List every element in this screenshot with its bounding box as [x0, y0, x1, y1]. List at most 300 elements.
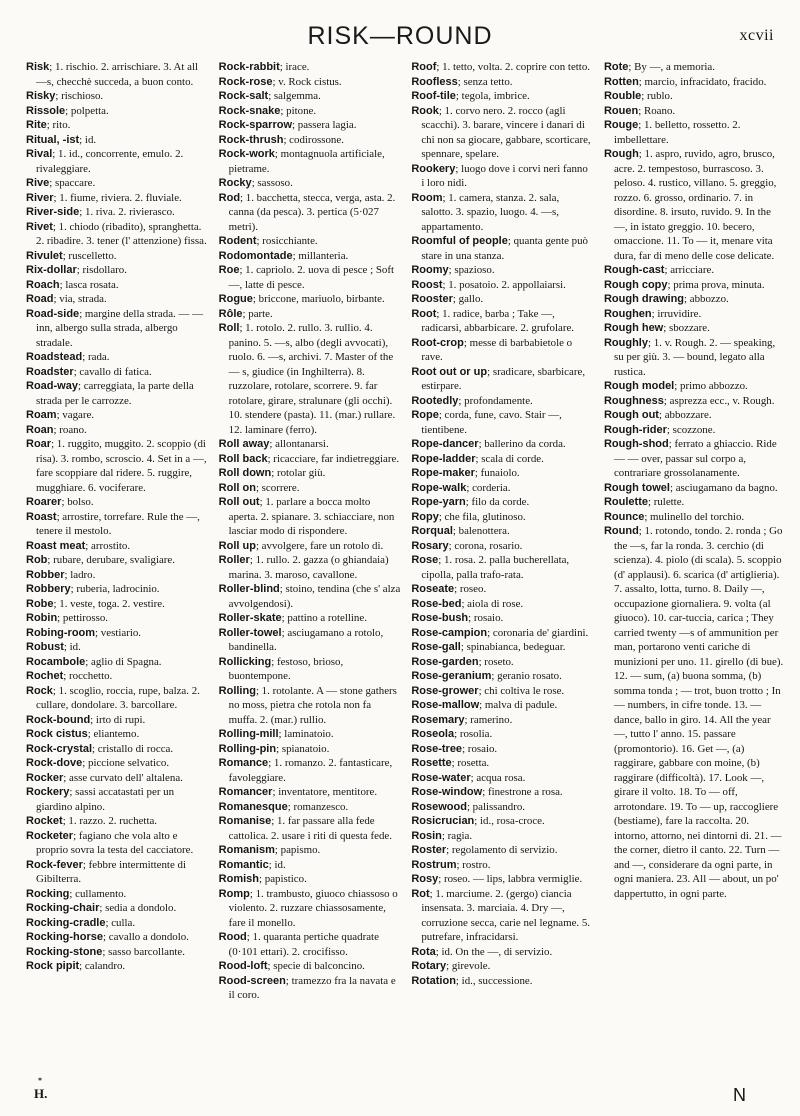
dictionary-entry — [26, 713, 208, 728]
entry-headword: Rosette — [411, 757, 452, 769]
entry-definition: ; ruberia, ladrocinio. — [70, 583, 160, 595]
entry-headword: Rolling-pin — [218, 742, 277, 755]
entry-headword: Rough drawing — [603, 293, 685, 305]
dictionary-entry — [604, 408, 786, 423]
dictionary-entry — [26, 611, 208, 626]
entry-headword: Robbery — [26, 583, 71, 595]
dictionary-entry — [26, 249, 208, 264]
dictionary-entry — [219, 321, 401, 437]
entry-headword: Rite — [26, 119, 47, 131]
dictionary-entry — [26, 307, 208, 351]
entry-definition: ; via, strada. — [53, 293, 107, 305]
dictionary-entry — [411, 959, 593, 974]
dictionary-entry — [219, 974, 401, 1003]
entry-definition: ; 1. camera, stanza. 2. sala, salotto. 3. spazio, luogo. 4. —s, appartamento. — [421, 191, 560, 233]
dictionary-entry — [26, 553, 208, 568]
dictionary-entry — [219, 104, 401, 119]
dictionary-entry — [219, 118, 401, 133]
entry-definition: ; tramezzo fra la navata e il coro. — [228, 974, 396, 1001]
dictionary-entry — [219, 930, 401, 959]
dictionary-entry — [219, 452, 401, 467]
dictionary-entry — [26, 510, 208, 539]
entry-definition: ; irruvidire. — [651, 307, 702, 320]
entry-headword: Roost — [411, 278, 443, 291]
entry-headword: River — [26, 191, 54, 204]
dictionary-entry — [219, 843, 401, 858]
entry-headword: Rough — [603, 148, 639, 160]
entry-definition: ; rito. — [46, 119, 71, 131]
entry-headword: Rood-screen — [218, 974, 286, 987]
dictionary-entry — [26, 930, 208, 945]
dictionary-entry — [411, 872, 593, 887]
dictionary-entry — [219, 75, 401, 90]
entry-definition: ; By —, a memoria. — [628, 61, 715, 73]
entry-definition: ; 1. belletto, rossetto. 2. imbellettare. — [613, 119, 741, 146]
entry-definition: ; piccione selvatico. — [82, 757, 170, 769]
entry-headword: Rooster — [411, 293, 453, 305]
dictionary-entry — [411, 162, 593, 191]
dictionary-entry — [411, 539, 593, 554]
dictionary-entry — [219, 858, 401, 873]
dictionary-entry — [26, 147, 208, 176]
entry-headword: Rosemary — [411, 713, 465, 726]
entry-headword: Rob — [26, 554, 48, 566]
entry-definition: ; asciugamano a rotolo, bandinella. — [228, 626, 384, 653]
dictionary-entry — [411, 510, 593, 525]
dictionary-entry — [26, 176, 208, 191]
entry-headword: Rough-cast — [603, 264, 665, 276]
entry-headword: Rostrum — [411, 858, 457, 871]
dictionary-entry — [411, 89, 593, 104]
entry-headword: Rosary — [411, 539, 449, 552]
entry-definition: ; finestrone a rosa. — [482, 786, 563, 798]
entry-headword: Rose-water — [411, 771, 471, 784]
entry-headword: Roadster — [26, 365, 74, 378]
entry-headword: Rose-garden — [411, 655, 479, 668]
entry-definition: ; sradicare, sbarbicare, estirpare. — [421, 365, 586, 392]
dictionary-entry — [26, 887, 208, 902]
entry-headword: Rock-snake — [218, 104, 281, 117]
entry-headword: Rock-work — [218, 148, 275, 160]
entry-headword: Rouen — [603, 104, 639, 117]
dictionary-entry — [411, 713, 593, 728]
entry-headword: Rope-yarn — [411, 496, 466, 508]
dictionary-entry — [26, 292, 208, 307]
entry-headword: Roller-skate — [218, 612, 282, 624]
entry-definition: ; laminatoio. — [278, 728, 334, 740]
entry-headword: Rouble — [603, 90, 642, 102]
entry-definition: ; 1. v. Rough. 2. — speaking, su per giù. 3. — bound, legato alla rustica. — [613, 336, 776, 378]
dictionary-entry — [26, 785, 208, 814]
entry-definition: ; sbozzare. — [663, 322, 710, 334]
entry-headword: Roll away — [218, 438, 270, 450]
entry-headword: Rocket — [26, 815, 63, 827]
entry-headword: Rocking-chair — [26, 902, 100, 914]
entry-definition: ; filo da corde. — [465, 496, 530, 508]
dictionary-entry — [604, 394, 786, 409]
entry-headword: Roseate — [411, 583, 455, 595]
entry-definition: ; balenottera. — [452, 525, 510, 537]
dictionary-entry — [219, 539, 401, 554]
entry-headword: Rotten — [603, 75, 639, 88]
entry-headword: Roster — [411, 844, 447, 856]
entry-headword: Rook — [411, 104, 439, 117]
dictionary-entry — [411, 785, 593, 800]
entry-definition: ; cristallo di rocca. — [92, 742, 174, 755]
entry-definition: ; spazioso. — [448, 264, 495, 276]
entry-definition: ; che fila, glutinoso. — [438, 510, 526, 523]
entry-definition: ; regolamento di servizio. — [446, 844, 558, 856]
entry-headword: Rogue — [218, 293, 253, 305]
dictionary-entry — [219, 176, 401, 191]
entry-definition: ; ruscelletto. — [62, 249, 117, 262]
entry-definition: ; scorrere. — [255, 481, 300, 494]
entry-headword: Rota — [411, 945, 436, 958]
entry-definition: ; cavallo di fatica. — [73, 365, 152, 378]
entry-definition: ; gallo. — [452, 293, 484, 305]
dictionary-entry — [411, 756, 593, 771]
dictionary-entry — [411, 800, 593, 815]
column-4 — [604, 60, 786, 1110]
entry-headword: Rood — [218, 931, 247, 943]
entry-definition: ; acqua rosa. — [470, 771, 526, 784]
dictionary-entry — [26, 655, 208, 670]
entry-headword: Rotary — [411, 960, 447, 972]
entry-definition: ; montagnuola artificiale, pietrame. — [228, 148, 385, 175]
entry-headword: Roughly — [603, 336, 648, 349]
dictionary-entry — [604, 118, 786, 147]
entry-definition: ; sassi accatastati per un giardino alpino. — [36, 786, 175, 813]
dictionary-entry — [411, 669, 593, 684]
entry-definition: ; culla. — [105, 916, 136, 929]
dictionary-entry — [26, 597, 208, 612]
dictionary-entry — [26, 945, 208, 960]
dictionary-entry — [411, 582, 593, 597]
entry-headword: Root out or up — [411, 365, 488, 378]
entry-headword: Rough out — [603, 409, 659, 421]
dictionary-entry — [411, 75, 593, 90]
entry-headword: Roan — [26, 423, 54, 436]
entry-definition: ; 1. trambusto, giuoco chiassoso o violento. 2. ruzzare chiassosamente, fare il monello. — [228, 887, 398, 929]
dictionary-entry — [604, 263, 786, 278]
entry-definition: ; marcio, infracidato, fracido. — [638, 75, 767, 88]
entry-definition: ; 1. scoglio, roccia, rupe, balza. 2. cullare, dondolare. 3. barcollare. — [36, 684, 200, 711]
entry-headword: Roam — [26, 409, 57, 421]
entry-headword: Rose-tree — [411, 742, 463, 755]
entry-definition: ; romanzesco. — [287, 800, 349, 813]
entry-headword: Rock-crystal — [26, 742, 93, 755]
dictionary-entry — [411, 495, 593, 510]
dictionary-entry — [411, 858, 593, 873]
entry-definition: ; bolso. — [61, 496, 94, 508]
entry-headword: Rolling — [218, 684, 256, 697]
entry-headword: Romp — [218, 887, 250, 900]
entry-definition: ; corderia. — [466, 481, 511, 494]
entry-definition: ; asciugamano da bagno. — [669, 481, 778, 494]
entry-definition: ; 1. romanzo. 2. fantasticare, favoleggiare. — [228, 757, 393, 784]
dictionary-entry — [26, 640, 208, 655]
entry-definition: ; abbozzare. — [658, 409, 712, 421]
entry-headword: Rock-salt — [218, 90, 269, 102]
entry-headword: Rose-bed — [411, 597, 462, 610]
dictionary-entry — [219, 887, 401, 931]
signature-letter: H. — [34, 1086, 48, 1101]
entry-definition: ; risdollaro. — [76, 264, 127, 276]
entry-definition: ; roseo. — lips, labbra vermiglie. — [438, 873, 583, 885]
entry-headword: Rose — [411, 554, 439, 566]
entry-definition: ; ladro. — [64, 568, 96, 581]
dictionary-entry — [604, 278, 786, 293]
dictionary-entry — [411, 365, 593, 394]
dictionary-entry — [26, 423, 208, 438]
entry-headword: Rough hew — [603, 322, 664, 334]
entry-definition: ; sedia a dondolo. — [99, 902, 177, 914]
entry-headword: Roe — [218, 264, 240, 276]
entry-definition: ; rostro. — [456, 858, 491, 871]
entry-headword: Ropy — [411, 510, 439, 523]
entry-definition: ; 1. rotondo, tondo. 2. ronda ; Go the —s, far la ronda. 3. cerchio (di scienza). 4. piolo (di scala). 5. scoppio (d' applausi). 6. scarica (d' artiglieria). 7. assalto, lotta, turno. 8. Daily —, occupazione giornaliera. 9. volta (al giuoco). 10. car-tuccia, carica ; They carried twenty —s of ammunition per man, portarono venti cariche di munizioni per uno. 11. girello (di bue). 12. — sum, (a) buona somma, (b) somma tonda ; — trot, buon trotto ; In — numbers, in cifre tonde. 13. — dance, ballo in giro. 14. All the year —, tutto l' anno. 15. passare (promontorio). 16. Get —, (a) raggirare, gabbare con moine, (b) raggirare (difficoltà). 17. Look —, girare il volto. 18. To — off, arrotondare. 19. To — up, raccogliere (bestiame), fare la raccolta. 20. intorno, attorno, nei dintorni di. 21. — the corner, dietro il canto. 22. Turn — and —, considerare da ogni parte, in ogni maniera. 23. All — about, un po' dappertutto, in ogni parte. — [613, 525, 784, 900]
entry-headword: Road — [26, 293, 54, 305]
entry-headword: Rope-walk — [411, 481, 467, 494]
entry-headword: Rocking-cradle — [26, 916, 106, 929]
entry-definition: ; rulette. — [647, 496, 685, 508]
dictionary-entry — [411, 524, 593, 539]
entry-definition: ; salgemma. — [268, 90, 321, 102]
dictionary-entry — [26, 626, 208, 641]
entry-headword: Rolling-mill — [218, 728, 279, 740]
entry-headword: Rocking — [26, 887, 70, 900]
dictionary-entry — [26, 118, 208, 133]
entry-definition: ; rosolia. — [454, 728, 493, 740]
entry-definition: ; 1. rischio. 2. arrischiare. 3. At all —s, checchè succeda, a buon conto. — [36, 61, 199, 88]
dictionary-entry — [26, 408, 208, 423]
dictionary-entry — [219, 553, 401, 582]
entry-definition: ; 1. rosa. 2. palla bucherellata, cipolla, palla trafo-rata. — [421, 554, 570, 581]
entry-definition: ; luogo dove i corvi neri fanno i loro nidi. — [421, 162, 588, 189]
dictionary-entry — [604, 437, 786, 481]
dictionary-entry — [604, 510, 786, 525]
dictionary-entry — [26, 278, 208, 293]
entry-definition: ; roano. — [53, 423, 87, 436]
entry-headword: Romancer — [218, 786, 273, 798]
column-1 — [26, 60, 208, 1110]
dictionary-entry — [411, 394, 593, 409]
entry-definition: ; 1. quaranta pertiche quadrate (0·101 ettari). 2. crocifisso. — [228, 931, 379, 958]
dictionary-entry — [219, 814, 401, 843]
entry-definition: ; 1. chiodo (ribadito), spranghetta. 2. ribadire. 3. tener (l' attenzione) fissa. — [36, 220, 207, 247]
entry-definition: ; id., successione. — [455, 974, 533, 987]
entry-headword: River-side — [26, 206, 80, 218]
entry-definition: ; fagiano che vola alto e proprio sovra la testa del cacciatore. — [36, 829, 194, 856]
entry-definition: ; rada. — [82, 351, 110, 363]
dictionary-entry — [26, 495, 208, 510]
dictionary-entry — [26, 582, 208, 597]
entry-headword: Roller-towel — [218, 626, 282, 639]
entry-definition: ; vagare. — [56, 409, 95, 421]
entry-definition: ; id., rosa-croce. — [474, 815, 545, 827]
entry-headword: Rock — [26, 684, 53, 697]
entry-definition: ; roseo. — [454, 583, 487, 595]
entry-definition: ; ramerino. — [464, 713, 513, 726]
dictionary-entry — [219, 800, 401, 815]
entry-headword: Roller-blind — [218, 583, 280, 595]
entry-headword: Root — [411, 307, 437, 320]
entry-headword: Rote — [603, 61, 629, 73]
entry-headword: Roseola — [411, 728, 455, 740]
entry-definition: ; id. — [268, 858, 286, 871]
entry-definition: ; rischioso. — [55, 90, 104, 102]
entry-headword: Rock pipit — [26, 960, 80, 972]
entry-headword: Rookery — [411, 162, 456, 175]
entry-headword: Rorqual — [411, 525, 453, 537]
entry-headword: Rose-bush — [411, 612, 469, 624]
entry-definition: ; irto di rupi. — [90, 713, 146, 726]
dictionary-entry — [411, 974, 593, 989]
entry-headword: Rock-sparrow — [218, 119, 293, 131]
entry-definition: ; mulinello del torchio. — [644, 510, 745, 523]
entry-headword: Romantic — [218, 858, 269, 871]
entry-headword: Roulette — [603, 496, 648, 508]
entry-definition: ; stoino, tendina (che s' alza avvolgendosi). — [228, 583, 401, 610]
entry-headword: Rivulet — [26, 249, 63, 262]
entry-headword: Rough-rider — [603, 423, 667, 436]
entry-definition: ; rotolar giù. — [271, 467, 326, 479]
entry-headword: Rope-ladder — [411, 452, 476, 465]
dictionary-entry — [219, 495, 401, 539]
entry-headword: Road-way — [26, 380, 78, 392]
dictionary-entry — [26, 133, 208, 148]
entry-definition: ; rosicchiante. — [256, 235, 318, 247]
entry-headword: Rot — [411, 887, 430, 900]
entry-headword: Rounce — [603, 510, 645, 523]
entry-headword: Rock-rose — [218, 75, 273, 88]
entry-headword: Rocambole — [26, 655, 86, 668]
entry-definition: ; scala di corde. — [475, 452, 544, 465]
entry-definition: ; pattino a rotelline. — [281, 612, 367, 624]
column-3 — [411, 60, 593, 1110]
entry-definition: ; 1. rotolo. 2. rullo. 3. rullio. 4. panino. 5. —s, albo (degli avvocati), ruolo. 6. —s, archivi. 7. Master of the — s, giudice (in Inghilterra). 8. ruzzolare, rotolare, scorrere. 9. far rotolare, girare, stralunare (gli occhi). 10. stendere (pasta). 11. (mar.) rullare. 12. laminare (ferro). — [228, 322, 396, 436]
dictionary-entry — [219, 89, 401, 104]
entry-definition: ; scozzone. — [666, 423, 716, 436]
entry-headword: Robe — [26, 597, 54, 610]
entry-headword: Rock cistus — [26, 728, 88, 740]
entry-definition: ; pettirosso. — [57, 612, 108, 624]
section-mark: N — [733, 1085, 746, 1105]
entry-definition: ; 1. rullo. 2. gazza (o ghiandaia) marina. 3. maroso, cavallone. — [228, 554, 389, 581]
entry-definition: ; aiola di rose. — [461, 597, 524, 610]
dictionary-entry — [411, 278, 593, 293]
entry-headword: Rivet — [26, 220, 53, 233]
dictionary-entry — [604, 336, 786, 380]
entry-definition: ; 1. tetto, volta. 2. coprire con tetto. — [436, 61, 590, 73]
entry-definition: ; geranio rosato. — [491, 670, 562, 682]
entry-definition: ; spaccare. — [49, 177, 96, 189]
entry-definition: ; cullamento. — [69, 887, 127, 900]
entry-headword: Robber — [26, 568, 65, 581]
entry-definition: ; profondamente. — [458, 394, 533, 407]
dictionary-entry — [219, 191, 401, 235]
entry-headword: Rollicking — [218, 655, 272, 668]
dictionary-entry — [411, 843, 593, 858]
dictionary-entry — [26, 901, 208, 916]
entry-definition: ; calandro. — [79, 960, 126, 972]
entry-headword: Roast — [26, 510, 57, 523]
entry-headword: Roof-tile — [411, 90, 456, 102]
entry-headword: Rochet — [26, 670, 64, 682]
entry-definition: ; asprezza ecc., v. Rough. — [663, 394, 775, 407]
dictionary-entry — [411, 814, 593, 829]
dictionary-entry — [411, 626, 593, 641]
entry-definition: ; 1. posatoio. 2. appollaiarsi. — [442, 278, 566, 291]
dictionary-entry — [604, 321, 786, 336]
dictionary-entry — [411, 191, 593, 235]
entry-headword: Roarer — [26, 496, 62, 508]
entry-definition: ; coronaria de' giardini. — [487, 626, 589, 639]
dictionary-entry — [219, 872, 401, 887]
entry-headword: Robing-room — [26, 626, 96, 639]
dictionary-entry — [219, 611, 401, 626]
entry-definition: ; corda, fune, cavo. Stair —, tientibene. — [421, 409, 562, 436]
entry-headword: Robin — [26, 612, 58, 624]
dictionary-entry — [604, 524, 786, 901]
entry-definition: ; 1. corvo nero. 2. rocco (agli scacchi). 3. barare, vincere i danari di chi non sa giocare, gabbare, scorticare, spennare, spelare. — [421, 104, 591, 160]
entry-headword: Roll out — [218, 496, 260, 508]
entry-headword: Rope — [411, 409, 439, 421]
dictionary-entry — [219, 147, 401, 176]
dictionary-entry — [26, 829, 208, 858]
entry-definition: ; rublo. — [641, 90, 673, 102]
dictionary-entry — [604, 89, 786, 104]
dictionary-entry — [26, 756, 208, 771]
dictionary-entry — [604, 75, 786, 90]
entry-headword: Rose-gall — [411, 641, 461, 653]
entry-headword: Rotation — [411, 974, 456, 987]
entry-headword: Rock-bound — [26, 713, 91, 726]
dictionary-entry — [26, 771, 208, 786]
entry-definition: ; funaiolo. — [474, 467, 520, 479]
dictionary-entry — [26, 350, 208, 365]
dictionary-entry — [411, 234, 593, 263]
dictionary-entry — [219, 959, 401, 974]
entry-definition: ; 1. veste, toga. 2. vestire. — [53, 597, 165, 610]
entry-headword: Roughen — [603, 307, 652, 320]
entry-definition: ; rocchetto. — [63, 670, 113, 682]
dictionary-entry — [411, 307, 593, 336]
dictionary-entry — [411, 945, 593, 960]
entry-headword: Romanism — [218, 844, 275, 856]
dictionary-entry — [219, 684, 401, 728]
dictionary-entry — [604, 104, 786, 119]
entry-definition: ; 1. radice, barba ; Take —, radicarsi, abbarbicare. 2. grufolare. — [421, 307, 574, 334]
dictionary-entry — [26, 727, 208, 742]
dictionary-entry — [411, 727, 593, 742]
entry-definition: ; polpetta. — [65, 104, 109, 117]
entry-headword: Rose-geranium — [411, 670, 492, 682]
entry-definition: ; margine della strada. — — inn, albergo sulla strada, albergo stradale. — [36, 307, 203, 349]
entry-definition: ; inventatore, mentitore. — [272, 786, 378, 798]
dictionary-entry — [604, 423, 786, 438]
entry-headword: Roller — [218, 554, 250, 566]
dictionary-entry — [219, 582, 401, 611]
dictionary-entry — [604, 147, 786, 263]
entry-definition: ; 1. rotolante. A — stone gathers no moss, pietra che rotola non fa muffa. 2. (mar.) rullio. — [228, 684, 397, 726]
entry-headword: Rival — [26, 148, 53, 160]
entry-headword: Romish — [218, 873, 259, 885]
entry-definition: ; chi coltiva le rose. — [478, 684, 565, 697]
dictionary-entry — [219, 785, 401, 800]
entry-headword: Rose-grower — [411, 684, 479, 697]
entry-definition: ; carreggiata, la parte della strada per le carrozze. — [36, 380, 194, 407]
